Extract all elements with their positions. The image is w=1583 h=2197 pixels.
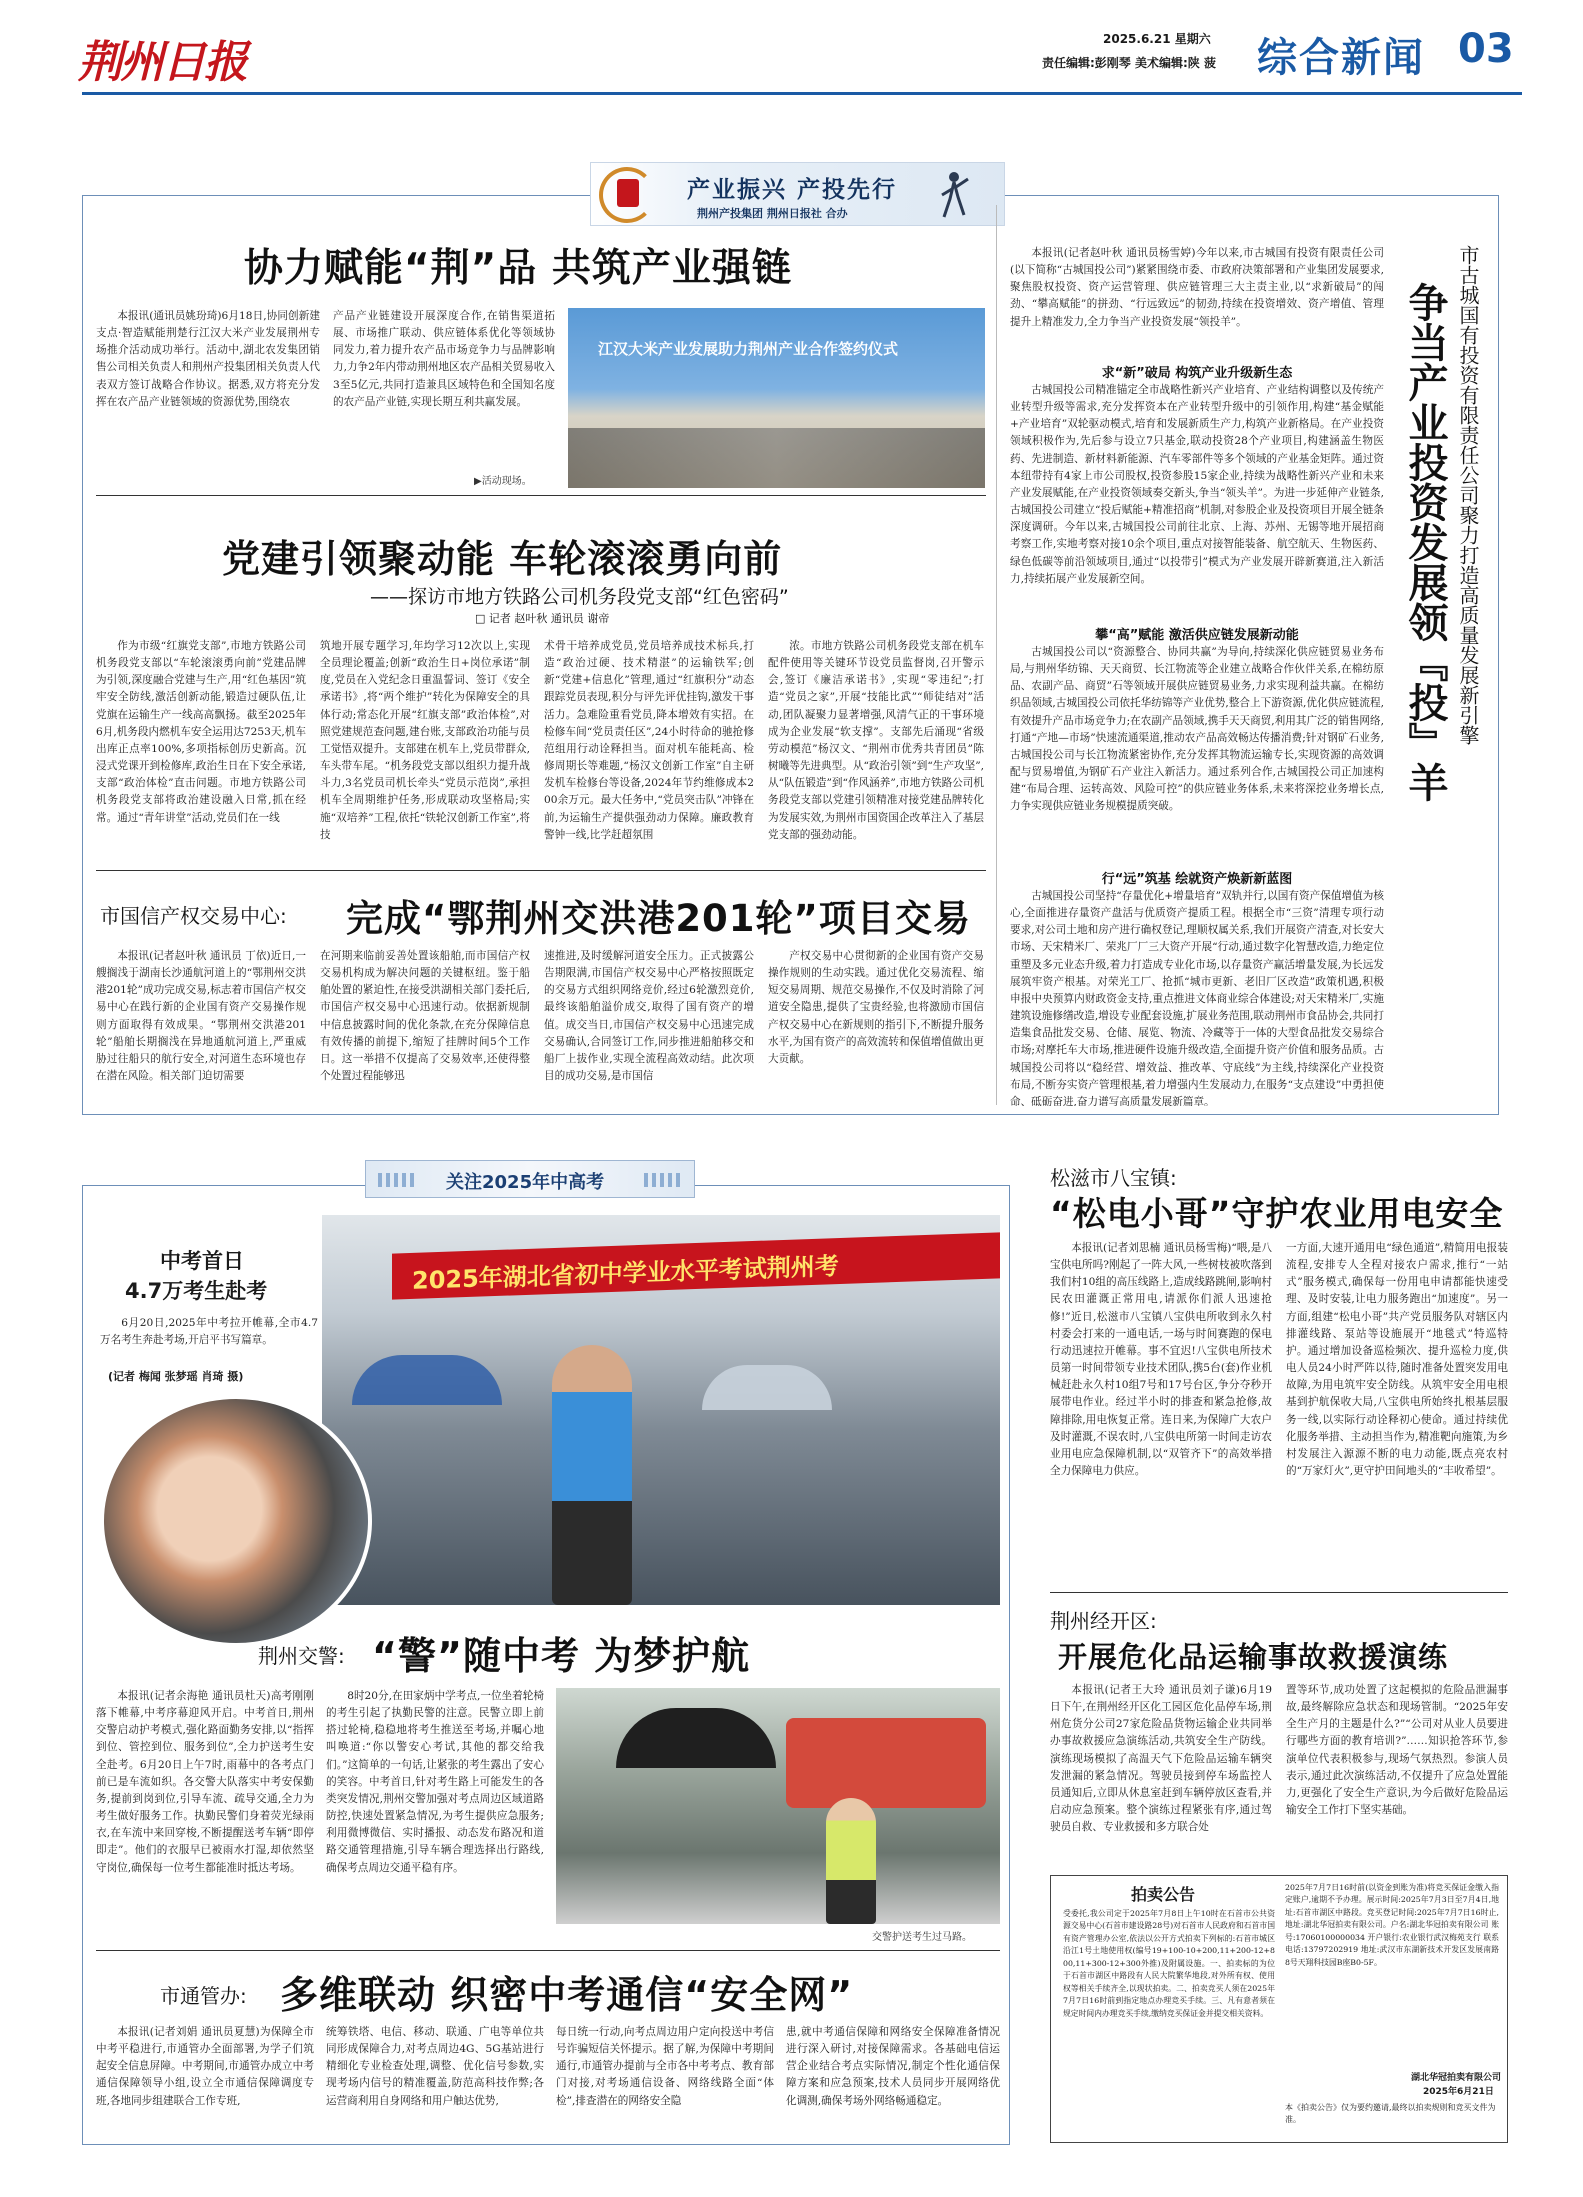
exam-feature-caption: 6月20日,2025年中考拉开帷幕,全市4.7万名考生奔赴考场,开启平书写篇章。 <box>100 1317 318 1347</box>
masthead <box>60 22 1525 92</box>
right-section1-body: 古城国投公司精准锚定全市战略性新兴产业培育、产业结构调整以及传统产业转型升级等需求,充分发挥资本在产业转型升级中的引领作用,构建“基金赋能+产业培育”双轮驱动模式,培育和发展新质生产力,构筑产业新格局。在产业投资领域积极作为,先后参与设立7只基金,联动投资28个产业项目,构建涵盖生物医药、先进制造、新材料新能源、汽车零部件等多个领域的产业基金矩阵。通过资本纽带持有4家上市公司股权,投资参股15家企业,持续为战略性新兴产业和未来产业发展赋能,在产业投资领域奏交新头,争当“领头羊”。为进一步延伸产业链条,古城国投公司建立“投后赋能+精准招商”机制,对参股企业及投资项目开展全链条深度调研。今年以来,古城国投公司前往北京、上海、苏州、无锡等地开展招商考察工作,实地考察对接10余个项目,重点对接智能装备、航空航天、生物医药、绿色低碳等前沿领域项目,通过“以投带引”模式为产业发展开辟新赛道,注入新活力,持续拓展产业发展新空间。 <box>1010 384 1384 585</box>
kaifa-kicker: 荆州经开区: <box>1050 1609 1157 1633</box>
divider-a2 <box>96 870 986 871</box>
article3-col3: 速推进,及时缓解河道安全压力。正式披露公告期限满,市国信产权交易中心严格按照既定的交易方式组织网络竞价,经过6轮激烈竞价,最终该船舶溢价成交,取得了国有资产的增值。成交当日,市国信产权交易中心迅速完成交易确认,合同签订工作,同步推进船舶移交和船厂上拔作业,实现全流程高效动结。此次项目的成功交易,是市国信 <box>544 950 754 1083</box>
article1-photo-caption: ▶活动现场。 <box>474 476 532 487</box>
comm-kicker: 市通管办: <box>160 1984 247 2008</box>
police-photo <box>556 1688 1000 1924</box>
comm-headline: 多维联动 织密中考通信“安全网” <box>280 1973 854 2017</box>
section-title: 综合新闻 <box>1257 35 1425 81</box>
songzi-col2: 一方面,大速开通用电“绿色通道”,精简用电报装流程,安排专人全程对接农户需求,推行“一站式”服务模式,确保每一份用电申请都能快速受理、及时安装,让电力服务跑出“加速度”。另一方面,组建“松电小哥”共产党员服务队对辖区内排灌线路、泵站等设施展开“地毯式”特巡特护。通过增加设备巡检频次、提升巡检力度,供电人员24小时严阵以待,随时准备处置突发用电故障,为用电筑牢安全防线。从筑牢安全用电根基到护航保收大局,八宝供电所始终扎根基层服务一线,以实际行动诠释初心使命。通过持续优化服务举措、主动担当作为,精准靶向施策,为乡村发展注入源源不断的电力动能,既点亮农村的“万家灯火”,更守护田间地头的“丰收希望”。 <box>1286 1242 1508 1478</box>
page-number: 03 <box>1458 26 1514 72</box>
songzi-col1: 本报讯(记者刘思楠 通讯员杨雪梅)“喂,是八宝供电所吗?刚起了一阵大风,一些树枝被吹落到我们村10组的高压线路上,造成线路跳闸,影响村民农田灌溉正常用电,请派你们派人迅速抢修!”近日,松滋市八宝镇八宝供电所收到永久村村委会打来的一通电话,一场与时间赛跑的保电行动迅速拉开帷幕。事不宜迟!八宝供电所技术员第一时间带领专业技术团队,携5台(套)作业机械赶赴永久村10组7号和17号台区,争分夺秒开展带电作业。经过半小时的排查和紧急抢修,故障排除,用电恢复正常。连日来,为保障广大农户及时灌溉,不误农时,八宝供电所第一时间走访农业用电应急保障机制,以“双管齐下”的高效举措全力保障电力供应。 <box>1050 1242 1272 1478</box>
auction-notice-col1: 受委托,我公司定于2025年7月8日上午10时在石首市公共资源交易中心(石首市建设路28号)对石首市人民政府和石首市国有资产管理办公室,依法以公开方式拍卖下列标的:石首市城区沿江1号土地使用权(编号19+100-10+200,11+200-12+800,11+300-12+300外推)及附属设施。一、拍卖标的为位于石首市湖区中路段有人民大院繁华地段,对外所有权、使用权等相关手续齐全,以现状拍卖。二、拍卖竞买人须在2025年7月7日16时前到指定地点办理竞买手续。三、凡有意者须在规定时间内办理竞买手续,缴纳竞买保证金并提交相关资料。 <box>1063 1909 1275 2018</box>
article1-col1: 本报讯(通讯员姚玢琦)6月18日,协同创新建支点·智造赋能荆楚行江汉大米产业发展荆州专场推介活动成功举行。活动中,湖北农发集团销售公司相关负责人和荆州产投集团相关负责人代表双方签订战略合作协议。据悉,双方将充分发挥在农产品产业链领域的资源优势,围绕农 <box>96 310 320 408</box>
police-kicker: 荆州交警: <box>258 1644 345 1668</box>
article2-col1: 作为市级“红旗党支部”,市地方铁路公司机务段党支部以“车轮滚滚勇向前”党建品牌为引领,深度融合党建与生产,用“红色基因”筑牢安全防线,激活创新动能,锻造过硬队伍,让党旗在运输生产一线高高飘扬。截至2025年6月,机务段内燃机车安全运用达7253天,机车出库正点率100%,多项指标创历史新高。沉浸式党课开到检修库,政治生日在下安全承诺,支部“政治体检”直击问题。市地方铁路公司机务段党支部将政治建设融入日常,抓在经常。通过“青年讲堂”活动,党员们在一线 <box>96 640 306 824</box>
industry-banner <box>590 162 1005 226</box>
right-lead: 本报讯(记者赵叶秋 通讯员杨雪婷)今年以来,市古城国有投资有限责任公司(以下简称“古城国投公司”)紧紧围绕市委、市政府决策部署和产业集团发展要求,聚焦股权投资、资产运营管理、供应链管理三大主责主业,以“求新破局”的闯劲、“攀高赋能”的拼劲、“行远致远”的韧劲,持续在投资增效、资产增值、管理提升上精准发力,全力争当产业投资发展“领投羊”。 <box>1010 247 1384 328</box>
right-section2-body: 古城国投公司以“资源整合、协同共赢”为导向,持续深化供应链贸易业务布局,与荆州华纺锦、天天商贸、长江物流等企业建立战略合作伙伴关系,在棉纺原品、农副产品、商贸”石等领域开展供应链贸易业务,力求实现利益共赢。在棉纺织品领域,古城国投公司依托华纺锦等产业优势,整合上下游资源,优化供应链流程,有效提升产品市场竞争力;在农副产品领域,携手天天商贸,利用其广泛的销售网络,打通“产地—市场”快速流通渠道,推动农产品高效畅达传播消费;针对钢矿石业务,古城国投公司与长江物流紧密协作,充分发挥其物流运输专长,实现资源的高效调配与贸易增值,为钢矿石产业注入新活力。通过系列合作,古城国投公司正加速构建“布局合理、运转高效、风险可控”的供应链业务体系,未来将深挖业务增长点,力争实现供应链业务规模提质突破。 <box>1010 646 1384 813</box>
auction-company: 湖北华冠拍卖有限公司 <box>1411 2073 1502 2083</box>
exam-banner-title: 关注2025年中高考 <box>446 1172 605 1193</box>
right-section2-title: 攀“高”赋能 激活供应链发展新动能 <box>1095 628 1299 643</box>
comm-col2: 统筹铁塔、电信、移动、联通、广电等单位共同形成保障合力,对考点周边4G、5G基站进行精细化专业检查处理,调整、优化信号参数,实现考场内信号的精准覆盖,防范高科技作弊;各运营商利用自身网络和用户触达优势, <box>326 2026 544 2107</box>
bus-shape <box>786 1718 986 1808</box>
article3-kicker: 市国信产权交易中心: <box>100 904 287 928</box>
article2-byline: □ 记者 赵叶秋 通讯员 谢帝 <box>475 612 610 625</box>
climber-icon <box>936 169 972 221</box>
exam-circle-photo <box>100 1395 372 1647</box>
exam-feature-title1: 中考首日 <box>160 1249 244 1273</box>
exam-red-banner <box>392 1232 1000 1299</box>
kaifa-col1: 本报讯(记者王大玲 通讯员刘子谦)6月19日下午,在荆州经开区化工园区危化品停车场,荆州危货分公司27家危险品货物运输企业共同举办事故救援应急演练活动,共筑安全生产防线。演练现场模拟了高温天气下危险品运输车辆突发泄漏的紧急情况。驾驶员接到停车场监控人员通知后,立即从休息室赶到车辆停放区查看,并启动应急预案。整个演练过程紧张有序,通过驾驶员自救、专业救援和多方联合处 <box>1050 1684 1272 1834</box>
exam-banner <box>365 1160 695 1198</box>
right-headline-small: 市古城国有投资有限责任公司聚力打造高质量发展新引擎 <box>1456 245 1480 745</box>
photo-stage <box>568 428 985 488</box>
auction-notice-title: 拍卖公告 <box>1131 1885 1196 1904</box>
article3-col4: 产权交易中心贯彻新的企业国有资产交易操作规则的生动实践。通过优化交易流程、缩短交易周期、规范交易操作,不仅及时消除了河道安全隐患,提供了宝贵经验,也将激励市国信产权交易中心在新规则的指引下,不断提升服务水平,为国有资产的高效流转和保值增值做出更大贡献。 <box>768 950 984 1065</box>
divider-exam <box>96 1950 1000 1951</box>
umbrella-1 <box>352 1355 502 1405</box>
auction-notice-box <box>1050 1875 1508 2143</box>
police-headline: “警”随中考 为梦护航 <box>372 1634 751 1678</box>
banner-subtitle: 荆州产投集团 荆州日报社 合办 <box>697 207 848 220</box>
banner-emblem-core <box>617 179 639 207</box>
comm-col4: 患,就中考通信保障和网络安全保障准备情况进行深入研讨,对接保障需求。各基础电信运营企业结合考点实际情况,制定个性化通信保障方案和应急预案,技术人员同步开展网络优化调测,确保考场外网络畅通稳定。 <box>786 2026 1000 2107</box>
exam-main-photo <box>322 1215 1000 1605</box>
police-col2: 8时20分,在田家炳中学考点,一位坐着轮椅的考生引起了执勤民警的注意。民警立即上前搭过轮椅,稳稳地将考生推送至考场,并嘱心地叫唤道:“你以警安心考试,其他的都交给我们。”这简单的一句话,让紧张的考生露出了安心的笑容。中考首日,针对考生路上可能发生的各类突发情况,荆州交警加强对考点周边区域道路防控,快速处置紧急情况,为考生提供应急服务;利用微博微信、实时播报、动态发布路况和道路交通管理措施,引导车辆合理选择出行路线,确保考点周边交通平稳有序。 <box>326 1690 544 1874</box>
article3-headline: 完成“鄂荆州交洪港201轮”项目交易 <box>346 897 971 940</box>
songzi-kicker: 松滋市八宝镇: <box>1050 1166 1177 1190</box>
exam-feature-title2: 4.7万考生赴考 <box>125 1279 268 1303</box>
kaifa-col2: 置等环节,成功处置了这起模拟的危险品泄漏事故,最终解除应急状态和现场管制。“2025年安全生产月的主题是什么?”“公司对从业人员要进行哪些方面的教育培训?”……知识抢答环节,参演单位代表积极参与,现场气氛热烈。参演人员表示,通过此次演练活动,不仅提升了应急处置能力,更强化了安全生产意识,为今后做好危险品运输安全工作打下坚实基础。 <box>1286 1684 1508 1817</box>
umbrella-3 <box>616 1708 776 1768</box>
auction-notice-col2: 2025年7月7日16时前(以资金到账为准)将竞买保证金缴入指定账户,逾期不予办理。展示时间:2025年7月3日至7月4日,地址:石首市湖区中路段。竞买登记时间:2025年7月7日16时止,地址:湖北华冠拍卖有限公司。户名:湖北华冠拍卖有限公司 账号:17060100000034 开户银行:农业银行武汉梅苑支行 联系电话:13797202919 地址:武汉市东湖新技术开发区发展南路8号天翔科技园B座B0-5F。 <box>1285 1883 1499 1967</box>
exam-banner-right-icon <box>644 1173 684 1187</box>
officer-figure <box>826 1798 876 1924</box>
police-photo-caption: 交警护送考生过马路。 <box>872 1932 972 1943</box>
article3-col1: 本报讯(记者赵叶秋 通讯员 丁依)近日,一艘搁浅于湖南长沙通航河道上的“鄂荆州交洪港201轮”成功完成交易,标志着市国信产权交易中心在践行新的企业国有资产交易操作规则方面取得有效成果。“鄂荆州交洪港201轮”船舶长期搁浅在异地通航河道上,严重威胁过往船只的航行安全,对河道生态环境也存在潜在风险。相关部门迫切需要 <box>96 950 306 1083</box>
police-col1: 本报讯(记者余海艳 通讯员杜天)高考刚刚落下帷幕,中考序幕迎风开启。中考首日,荆州交警启动护考模式,强化路面勤务安排,以“指挥到位、管控到位、服务到位”,全力护送考生安全赴考。6月20日上午7时,雨幕中的各考点门前已是车流如织。各交警大队落实中考安保勤务,提前到岗到位,引导车流、疏导交通,全力为考生做好服务工作。执勤民警们身着荧光绿雨衣,在车流中来回穿梭,不断提醒送考车辆“即停即走”。他们的衣服早已被雨水打湿,却依然坚守岗位,确保每一位考生都能准时抵达考场。 <box>96 1690 314 1874</box>
exam-banner-left-icon <box>378 1173 418 1187</box>
comm-col3: 每日统一行动,向考点周边用户定向投送中考信号诈骗短信关怀提示。据了解,为保障中考期间通行,市通管办提前与全市各中考考点、教育部门对接,对考场通信设备、网络线路全面“体检”,排查潜在的网络安全隐 <box>556 2026 774 2107</box>
photo-banner-text: 江汉大米产业发展助力荆州产业合作签约仪式 <box>598 340 899 358</box>
right-headline-big: 争当产业投资发展领『投』羊 <box>1402 282 1448 802</box>
divider-right-col <box>996 205 997 1105</box>
kaifa-headline: 开展危化品运输事故救援演练 <box>1058 1640 1449 1674</box>
article2-subheadline: ——探访市地方铁路公司机务段党支部“红色密码” <box>370 586 789 608</box>
right-section3-title: 行“远”筑基 绘就资产焕新新蓝图 <box>1101 872 1293 887</box>
article1-photo <box>568 308 985 488</box>
divider-right-bottom <box>1050 1592 1508 1593</box>
student-figure <box>552 1345 632 1605</box>
article1-headline: 协力赋能“荆”品 共筑产业强链 <box>244 246 792 291</box>
auction-fine-print: 本《拍卖公告》仅为要约邀请,最终以拍卖规则和竞买文件为准。 <box>1285 2103 1496 2124</box>
right-section3-body: 古城国投公司坚持“存量优化+增量培育”双轨并行,以国有资产保值增值为核心,全面推进存量资产盘活与优质资产提质工程。根据全市“三资”清理专项行动要求,对公司土地和房产进行确权登记,理顺权属关系,我们开展资产清查,对长安大市场、天宋精米厂、荣兆厂厂三大资产开展“行动,通过数字化智慧改造,力绝定位重塑及多元业态升级,着力打造成专业化市场,以存量资产赢活增量发展,为长远发展筑牢资产根基。对荣光工厂、抢抓“城市更新、老旧厂区改造”政策机遇,积极申报中央预算内财政资金支持,重点推进文体商业综合体建设;对天宋精米厂,实施建筑设施修缮改造,增设专业配套设施,扩展业务范围,联动荆州市食品协会,共同打造集食品批发交易、仓储、展览、物流、冷藏等于一体的大型食品批发交易综合市场;对摩托车大市场,推进硬件设施升级改造,全面提升资产价值和服务品质。古城国投公司将以“稳经营、增效益、推改革、守底线”为主线,持续深化产业投资布局,不断夯实资产管理根基,着力增强内生发展动力,在服务“支点建设”中勇担使命、砥砺奋进,奋力谱写高质量发展新篇章。 <box>1010 890 1384 1106</box>
exam-red-banner-text: 2025年湖北省初中学业水平考试荆州考 <box>412 1252 839 1295</box>
exam-feature-credit: (记者 梅闻 张梦瑶 肖琦 摄) <box>108 1370 244 1383</box>
article3-col2: 在河期来临前妥善处置该船舶,而市国信产权交易机构成为解决问题的关键枢纽。鉴于船舶处置的紧迫性,在接受洪湖相关部门委托后,市国信产权交易中心迅速行动。依据新规制中信息披露时间的优化条款,在充分保障信息有效传播的前提下,缩短了挂牌时间5个工作日。这一举措不仅提高了交易效率,还使得整个处置过程能够迅 <box>320 950 530 1083</box>
umbrella-2 <box>702 1365 832 1410</box>
divider-a1 <box>96 495 986 496</box>
article2-col4: 浓。市地方铁路公司机务段党支部在机车配件使用等关键环节设党员监督岗,召开警示会,签订《廉洁承诺书》,实现“零违纪”;打造“党员之家”,开展“技能比武”“师徒结对”活动,团队凝聚力显著增强,风清气正的干事环境成为企业发展“软支撑”。支部先后涌现“省级劳动模范”杨汉文、“荆州市优秀共青团员”陈树曦等先进典型。从“政治引领”到“生产攻坚”,从“队伍锻造”到“作风涵养”,市地方铁路公司机务段党支部以党建引领精准对接党建品牌转化为发展实效,为荆州市国资国企改革注入了基层党支部的强劲动能。 <box>768 640 984 841</box>
article2-headline: 党建引领聚动能 车轮滚滚勇向前 <box>222 537 783 581</box>
editor-line: 责任编辑:彭刚琴 美术编辑:陕 菠 <box>1042 56 1216 70</box>
songzi-headline: “松电小哥”守护农业用电安全 <box>1050 1194 1504 1233</box>
right-section1-title: 求“新”破局 构筑产业升级新生态 <box>1101 366 1293 381</box>
article1-col2: 产品产业链建设开展深度合作,在销售渠道拓展、市场推广联动、供应链体系优化等领域协同发力,着力提升农产品市场竞争力与品牌影响力,力争2年内带动荆州地区农产品相关贸易收入3至5亿元,共同打造兼具区域特色和全国知名度的农产品产业链,实现长期互利共赢发展。 <box>333 310 555 408</box>
auction-date: 2025年6月21日 <box>1423 2087 1494 2097</box>
article2-col2: 筑地开展专题学习,年均学习12次以上,实现全员理论覆盖;创新“政治生日+岗位承诺”制度,党员在入党纪念日重温誓词、签订《安全承诺书》,将“两个维护”转化为保障安全的具体行动;常态化开展“红旗支部”政治体检”,对照党建规范查问题,建台账,支部政治功能与员工觉悟双提升。支部建在机车上,党员带群众,车头带车尾。“机务段党支部以组织力提升战斗力,3名党员司机长牵头“党员示范岗”,承担机车全周期维护任务,形成联动攻坚格局;实施“双培养”工程,依托“铁轮汉创新工作室”,将技 <box>320 640 530 841</box>
banner-title: 产业振兴 产投先行 <box>687 177 898 203</box>
masthead-rule <box>82 92 1522 95</box>
date-line: 2025.6.21 星期六 <box>1103 32 1211 46</box>
newspaper-logo: 荆州日报 <box>78 37 246 88</box>
comm-col1: 本报讯(记者刘娟 通讯员夏慧)为保障全市中考平稳进行,市通管办全面部署,为学子们筑起安全信息屏障。中考期间,市通管办成立中考通信保障领导小组,设立全市通信保障调度专班,各地同步组建联合工作专班, <box>96 2026 314 2107</box>
article2-col3: 术骨干培养成党员,党员培养成技术标兵,打造“政治过硬、技术精湛”的运输铁军;创新“党建+信息化”管理,通过“红旗积分”动态跟踪党员表现,积分与评先评优挂钩,激发干事活力。急难险重看党员,降本增效有实招。在检修车间“党员责任区”,24小时待命的驰抢修范组用行动诠释担当。面对机车能耗高、检修周期长等难题,“杨汉文创新工作室”自主研发机车检修台等设备,2024年节约维修成本200余万元。最大任务中,“党员突击队”冲锋在前,为运输生产提供强劲动力保障。廉政教育警钟一线,比学赶超氛围 <box>544 640 754 841</box>
